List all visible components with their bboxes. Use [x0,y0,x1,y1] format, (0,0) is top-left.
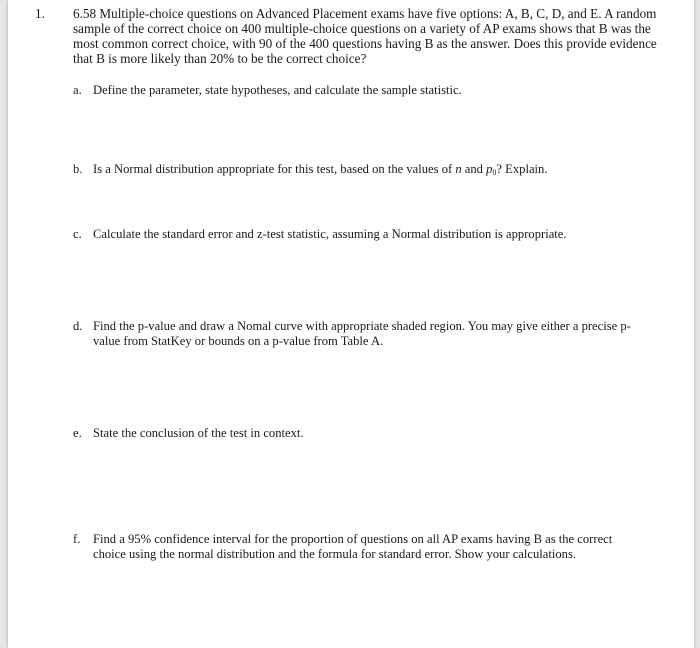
part-d-label: d. [73,319,83,333]
variable-p: p [486,162,493,176]
part-d [73,319,638,349]
part-b-text-middle: and [461,162,487,176]
part-a [73,83,638,98]
part-e-label: e. [73,426,82,440]
question-stem [35,6,660,66]
variable-p-subscript: 0 [492,168,497,177]
part-b [73,162,638,180]
part-f-text: Find a 95% confidence interval for the proportion of questions on all AP exams having B as the correct choice using the normal distribution and the formula for standard error. Show your calculations. [93,532,613,561]
question-number: 1. [35,6,45,21]
part-f-label: f. [73,532,81,546]
part-a-text: Define the parameter, state hypotheses, and calculate the sample statistic. [93,83,462,97]
part-f [73,532,638,562]
part-e [73,426,638,441]
part-d-text: Find the p-value and draw a Nomal curve with appropriate shaded region. You may give either a precise p-value from StatKey or bounds on a p-value from Table A. [93,319,631,348]
question-block [35,6,660,66]
part-a-label: a. [73,83,82,97]
part-c-text: Calculate the standard error and z-test statistic, assuming a Normal distribution is appropriate. [93,227,567,241]
part-b-text-before: Is a Normal distribution appropriate for this test, based on the values of [93,162,456,176]
part-b-text [73,162,638,180]
part-b-text-after: ? Explain. [496,162,548,176]
variable-n: n [455,162,462,176]
part-b-label: b. [73,162,83,176]
part-e-text: State the conclusion of the test in context. [93,426,304,440]
question-text: 6.58 Multiple-choice questions on Advanced Placement exams have five options: A, B, C, D, and E. A random sample of the correct choice on 400 multiple-choice questions on a variety of AP exams shows that B was the most common correct choice, with 90 of the 400 questions having B as the answer. Does this provide evidence that B is more likely than 20% to be the correct choice? [73,6,657,66]
part-c [73,227,638,242]
part-c-label: c. [73,227,82,241]
document-page [8,0,694,648]
